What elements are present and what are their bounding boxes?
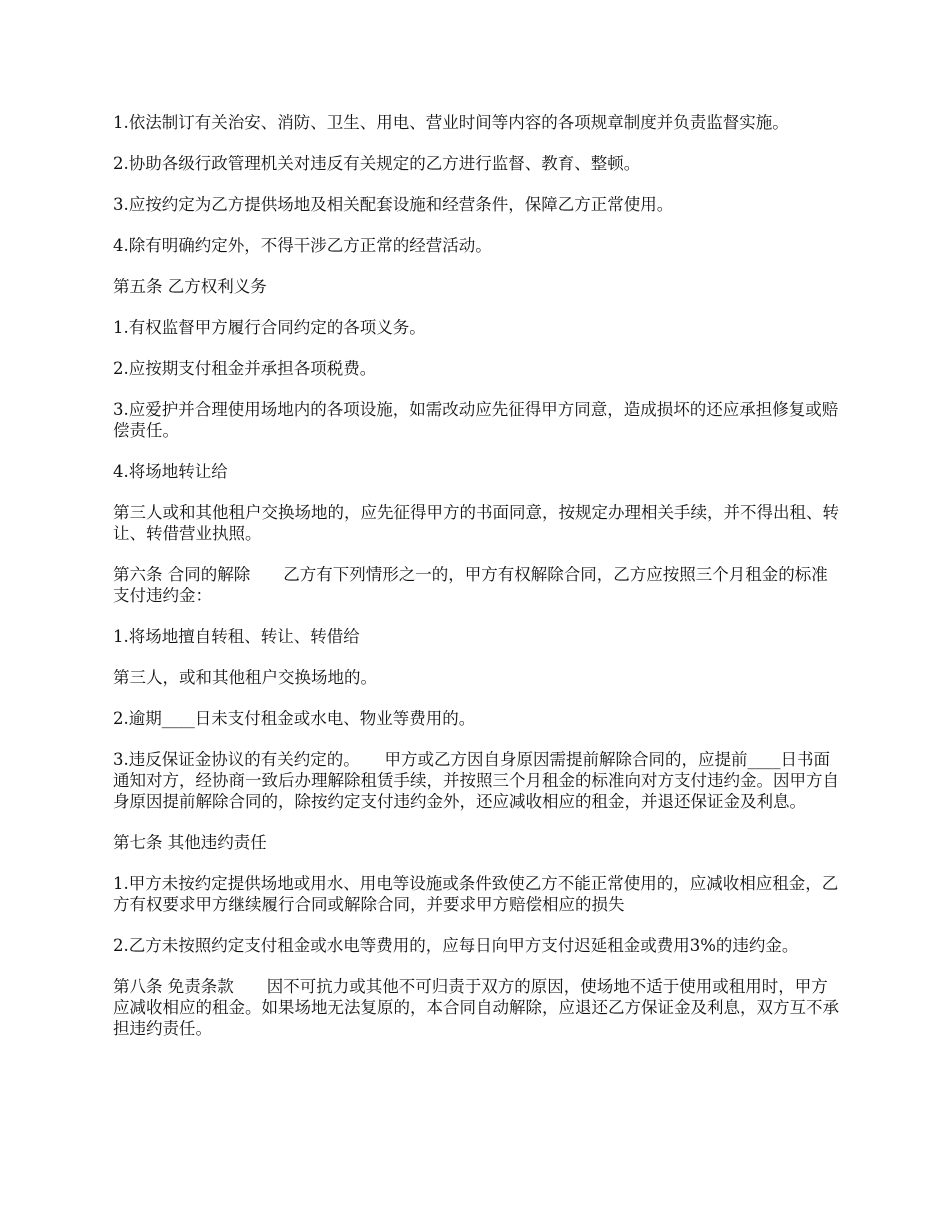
section-heading: 第五条 乙方权利义务	[113, 277, 267, 296]
clause-paragraph: 3.违反保证金协议的有关约定的。 甲方或乙方因自身原因需提前解除合同的，应提前____日书面通知对方，经协商一致后办理解除租赁手续，并按照三个月租金的标准向对方支付违约金。因甲方自身原因提前解除合同的，除按约定支付违约金外，还应减收相应的租金，并退还保证金及利息。	[113, 750, 839, 811]
document-body	[113, 112, 843, 1059]
clause-paragraph: 3.应按约定为乙方提供场地及相关配套设施和经营条件，保障乙方正常使用。	[113, 195, 674, 214]
clause-paragraph: 第三人，或和其他租户交换场地的。	[113, 668, 377, 687]
section-heading: 第六条 合同的解除 乙方有下列情形之一的，甲方有权解除合同，乙方应按照三个月租金的标准支付违约金：	[113, 565, 828, 605]
clause-paragraph: 1.依法制订有关治安、消防、卫生、用电、营业时间等内容的各项规章制度并负责监督实施。	[113, 113, 789, 132]
clause-paragraph: 2.应按期支付租金并承担各项税费。	[113, 359, 377, 378]
clause-paragraph: 2.逾期____日未支付租金或水电、物业等费用的。	[113, 709, 476, 728]
clause-paragraph: 2.乙方未按照约定支付租金或水电等费用的，应每日向甲方支付迟延租金或费用3%的违约金。	[113, 936, 799, 955]
clause-paragraph: 1.将场地擅自转租、转让、转借给	[113, 627, 360, 646]
section-heading: 第七条 其他违约责任	[113, 833, 267, 852]
clause-paragraph: 4.将场地转让给	[113, 462, 228, 481]
clause-paragraph: 第三人或和其他租户交换场地的，应先征得甲方的书面同意，按规定办理相关手续，并不得出租、转让、转借营业执照。	[113, 503, 839, 543]
clause-paragraph: 2.协助各级行政管理机关对违反有关规定的乙方进行监督、教育、整顿。	[113, 154, 641, 173]
section-heading: 第八条 免责条款 因不可抗力或其他不可归责于双方的原因，使场地不适于使用或租用时，甲方应减收相应的租金。如果场地无法复原的，本合同自动解除，应退还乙方保证金及利息，双方互不承担违约责任。	[113, 977, 839, 1038]
clause-paragraph: 1.有权监督甲方履行合同约定的各项义务。	[113, 318, 426, 337]
clause-paragraph: 3.应爱护并合理使用场地内的各项设施，如需改动应先征得甲方同意，造成损坏的还应承担修复或赔偿责任。	[113, 400, 839, 440]
clause-paragraph: 1.甲方未按约定提供场地或用水、用电等设施或条件致使乙方不能正常使用的，应减收相应租金，乙方有权要求甲方继续履行合同或解除合同，并要求甲方赔偿相应的损失	[113, 874, 839, 914]
clause-paragraph: 4.除有明确约定外，不得干涉乙方正常的经营活动。	[113, 236, 492, 255]
